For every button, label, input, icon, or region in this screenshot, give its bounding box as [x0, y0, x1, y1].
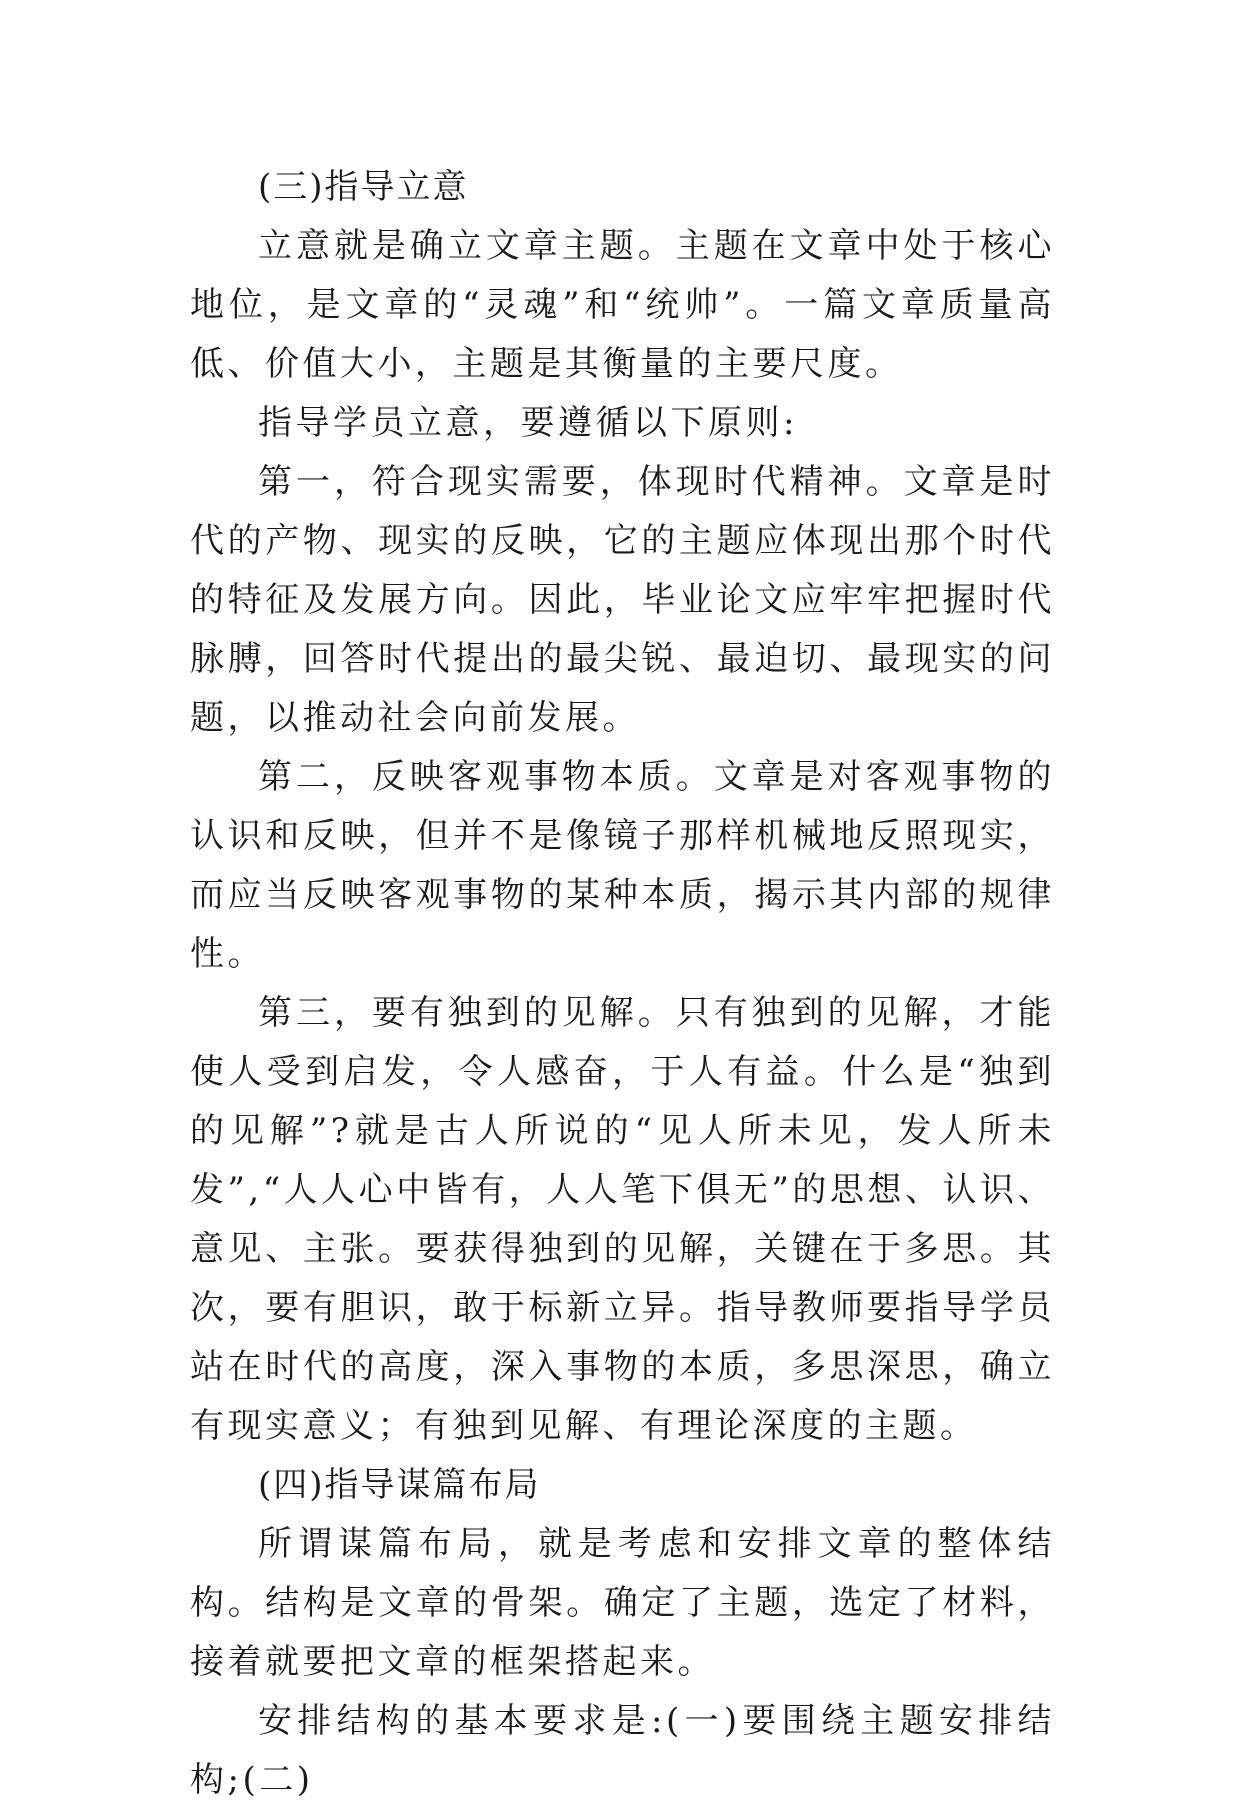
paragraph-requirements: 安排结构的基本要求是:(一)要围绕主题安排结构;(二) [190, 1701, 1055, 1800]
section-heading-3: (三)指导立意 [258, 167, 469, 207]
document-body [190, 158, 1055, 1810]
paragraph-structure: 所谓谋篇布局，就是考虑和安排文章的整体结构。结构是文章的骨架。确定了主题，选定了材料，接着就要把文章的框架搭起来。 [190, 1524, 1055, 1682]
paragraph-principle-3: 第三，要有独到的见解。只有独到的见解，才能使人受到启发，令人感奋，于人有益。什么是“独到的见解”?就是古人所说的“见人所未见，发人所未发”,“人人心中皆有，人人笔下俱无”的思想、认识、意见、主张。要获得独到的见解，关键在于多思。其次，要有胆识，敢于标新立异。指导教师要指导学员站在时代的高度，深入事物的本质，多思深思，确立有现实意义；有独到见解、有理论深度的主题。 [190, 993, 1055, 1446]
paragraph-principle-2: 第二，反映客观事物本质。文章是对客观事物的认识和反映，但并不是像镜子那样机械地反照现实，而应当反映客观事物的某种本质，揭示其内部的规律性。 [190, 757, 1055, 974]
paragraph-principle-1: 第一，符合现实需要，体现时代精神。文章是时代的产物、现实的反映，它的主题应体现出那个时代的特征及发展方向。因此，毕业论文应牢牢把握时代脉膊，回答时代提出的最尖锐、最迫切、最现实的问题，以推动社会向前发展。 [190, 462, 1055, 738]
paragraph-definition: 立意就是确立文章主题。主题在文章中处于核心地位，是文章的“灵魂”和“统帅”。一篇文章质量高低、价值大小，主题是其衡量的主要尺度。 [190, 226, 1055, 384]
section-heading-4: (四)指导谋篇布局 [258, 1465, 541, 1505]
paragraph-principles-intro: 指导学员立意，要遵循以下原则: [258, 403, 798, 443]
